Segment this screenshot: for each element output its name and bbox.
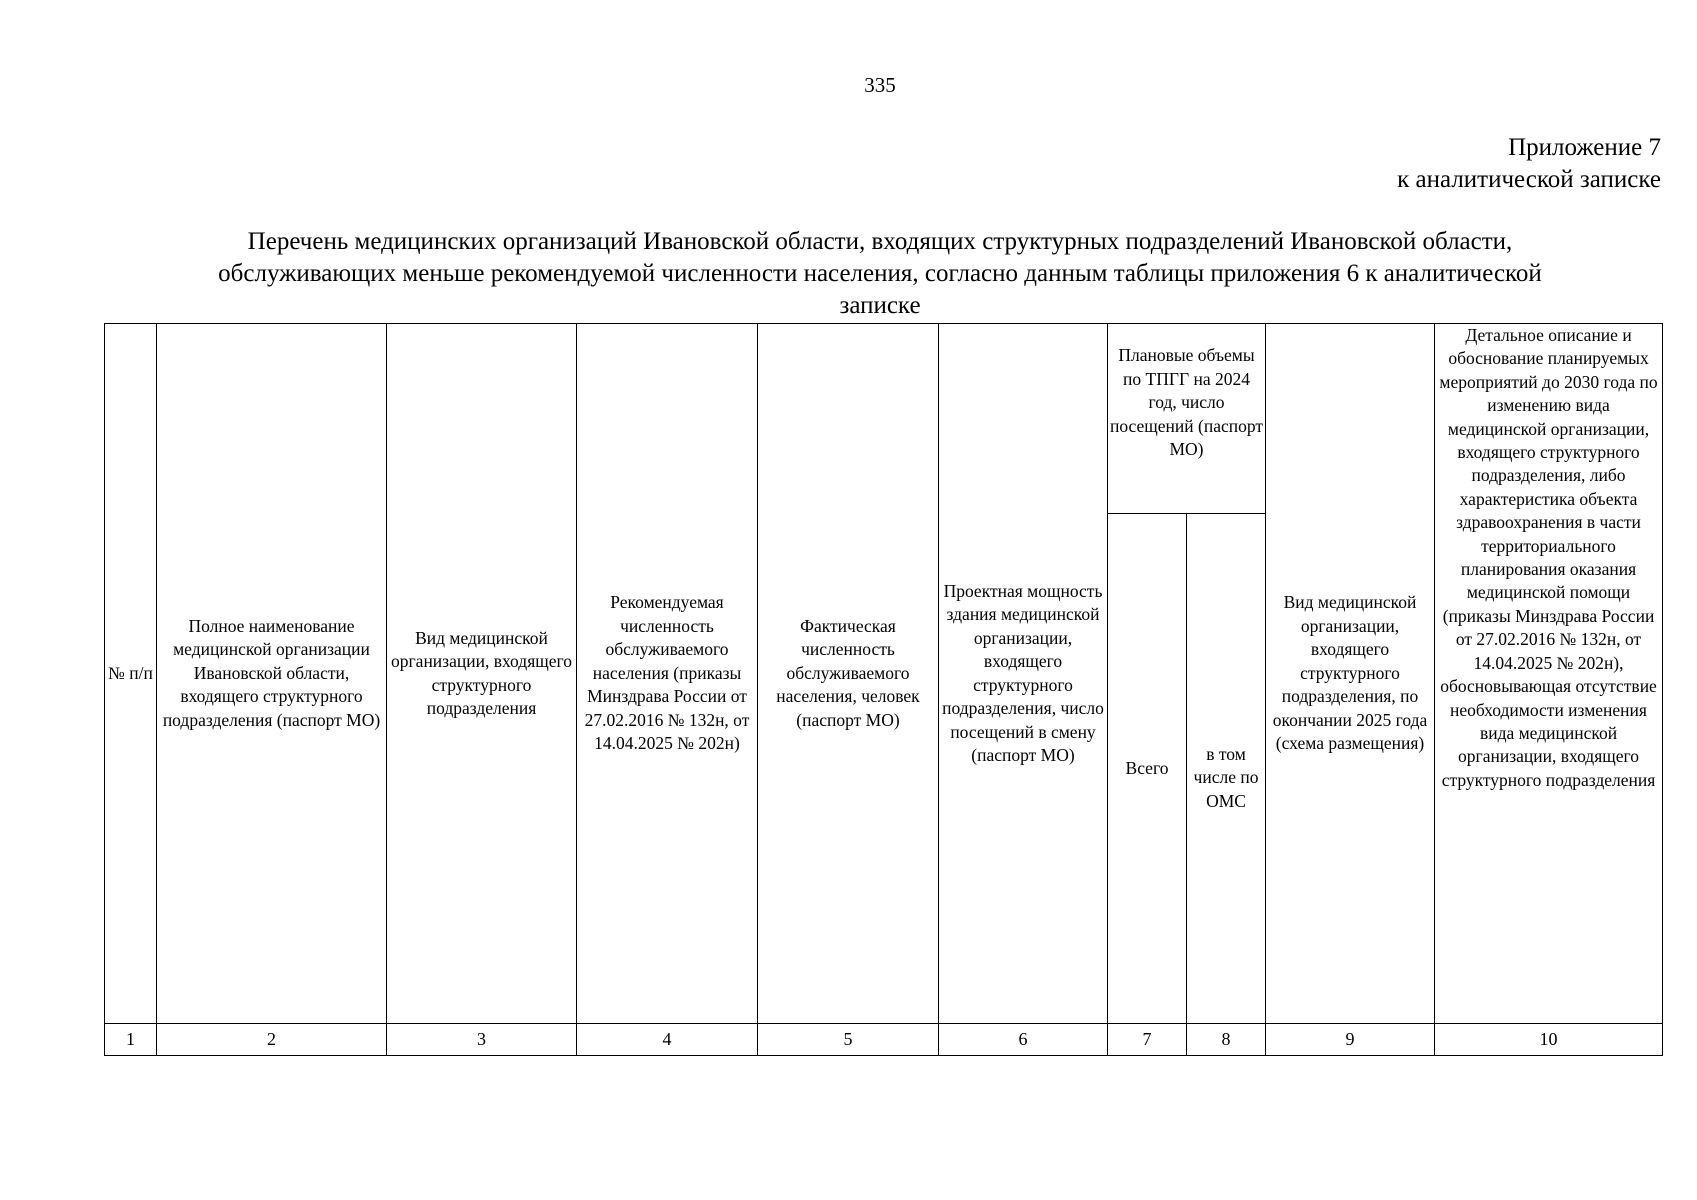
title-line-3: записке (839, 292, 921, 319)
column-number: 2 (157, 1024, 387, 1056)
document-title (100, 226, 1660, 322)
header-cell-oms (1187, 514, 1266, 1024)
title-line-2: обслуживающих меньше рекомендуемой численности населения, согласно данным таблицы приложения 6 к аналитической (218, 260, 1542, 287)
column-number: 7 (1108, 1024, 1187, 1056)
column-number: 1 (105, 1024, 157, 1056)
header-cell-org-type: Вид медицинской организации, входящего структурного подразделения (387, 324, 577, 1024)
column-number: 9 (1266, 1024, 1435, 1056)
column-number: 8 (1187, 1024, 1266, 1056)
title-line-1: Перечень медицинских организаций Ивановской области, входящих структурных подразделений Ивановской области, (247, 228, 1513, 255)
header-cell-design-capacity: Проектная мощность здания медицинской организации, входящего структурного подразделения, число посещений в смену (паспорт МО) (939, 324, 1108, 1024)
organizations-table (104, 323, 1663, 1056)
appendix-line-1: Приложение 7 (1508, 134, 1661, 161)
header-cell-planned-volumes: Плановые объемы по ТПГГ на 2024 год, число посещений (паспорт МО) (1108, 324, 1266, 514)
column-number-row (105, 1024, 1663, 1056)
header-cell-org-type-2025: Вид медицинской организации, входящего структурного подразделения, по окончании 2025 года (схема размещения) (1266, 324, 1435, 1024)
header-cell-number: № п/п (105, 324, 157, 1024)
header-cell-total: Всего (1108, 514, 1187, 1024)
header-cell-recommended-population: Рекомендуемая численность обслуживаемого населения (приказы Минздрава России от 27.02.2016 № 132н, от 14.04.2025 № 202н) (577, 324, 758, 1024)
column-number: 10 (1435, 1024, 1663, 1056)
header-cell-description: Детальное описание и обоснование планируемых мероприятий до 2030 года по изменению вида медицинской организации, входящего структурного подразделения, либо характеристика объекта здравоохранения в части территориального планирования оказания медицинской помощи (приказы Минздрава России от 27.02.2016 № 132н, от 14.04.2025 № 202н), обосновывающая отсутствие необходимости изменения вида медицинской организации, входящего структурного подразделения (1435, 324, 1663, 1024)
appendix-line-2: к аналитической записке (1397, 166, 1661, 193)
page-number: 335 (864, 73, 896, 97)
header-cell-org-name: Полное наименование медицинской организации Ивановской области, входящего структурного подразделения (паспорт МО) (157, 324, 387, 1024)
column-number: 6 (939, 1024, 1108, 1056)
column-number: 4 (577, 1024, 758, 1056)
header-cell-oms-text: в том числе по ОМС (1193, 743, 1259, 811)
column-number: 3 (387, 1024, 577, 1056)
header-cell-actual-population: Фактическая численность обслуживаемого населения, человек (паспорт МО) (758, 324, 939, 1024)
appendix-caption (1397, 132, 1661, 196)
column-number: 5 (758, 1024, 939, 1056)
table-header-row (105, 324, 1663, 514)
